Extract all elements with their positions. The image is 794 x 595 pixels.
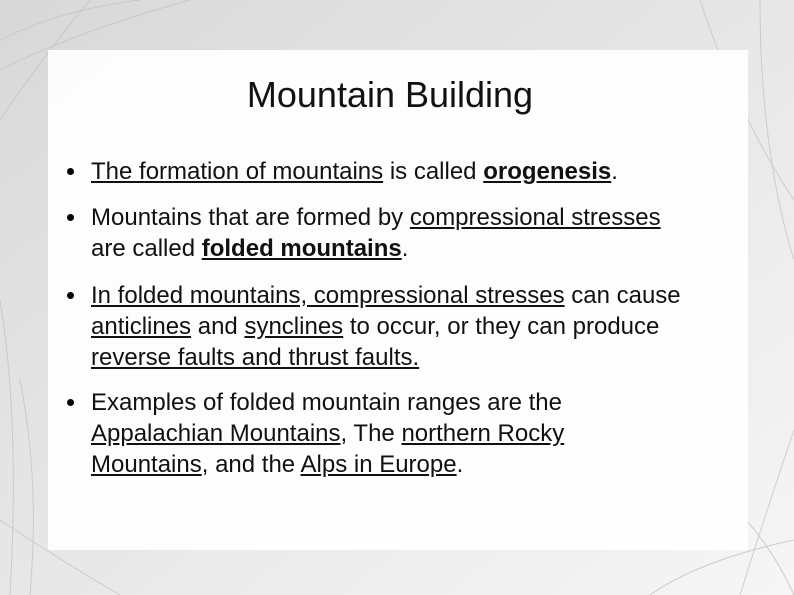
bullet-text-part: , The <box>340 420 402 447</box>
bullet-text <box>91 387 671 480</box>
bullet-text-part: In folded mountains, compressional stresses <box>91 282 565 309</box>
bullet-text-part: , and the <box>201 451 301 478</box>
bullet-dot-icon <box>67 399 74 406</box>
bullet-text-part: Examples of folded mountain ranges are the <box>91 389 562 416</box>
bullet-text-part: Alps in Europe <box>300 451 457 478</box>
bullet-text-part: The formation of mountains <box>91 158 384 185</box>
bullet-text-part: are called <box>91 235 202 262</box>
bullet-text-part: and <box>191 313 245 340</box>
bullet-text-part: synclines <box>244 313 344 340</box>
bullet-dot-icon <box>67 214 74 221</box>
bullet-text-part: . <box>401 235 409 262</box>
bullet-text <box>91 280 741 373</box>
bullet-text-part: northern Rocky Mountains <box>91 420 565 478</box>
bullet-text <box>91 202 661 264</box>
bullet-text-part: reverse faults and thrust faults. <box>91 344 420 371</box>
slide-title: Mountain Building <box>246 74 534 115</box>
bullet-text-part: to occur, or they can produce <box>343 313 660 340</box>
bullet-dot-icon <box>67 292 74 299</box>
bullet-text-part: is called <box>383 158 484 185</box>
bullet-text-part: orogenesis <box>483 158 612 185</box>
bullet-text-part: Mountains that are formed by <box>91 204 410 231</box>
bullet-text-part: compressional stresses <box>409 204 661 231</box>
bullet-text-part: folded mountains <box>201 235 402 262</box>
bullet-text <box>91 156 751 187</box>
bullet-text-part: Appalachian Mountains <box>91 420 341 447</box>
bullet-text-part: anticlines <box>91 313 192 340</box>
bullet-text-part: . <box>456 451 464 478</box>
bullet-text-part: . <box>611 158 618 185</box>
bullet-dot-icon <box>67 168 74 175</box>
bullet-text-part: can cause <box>564 282 681 309</box>
